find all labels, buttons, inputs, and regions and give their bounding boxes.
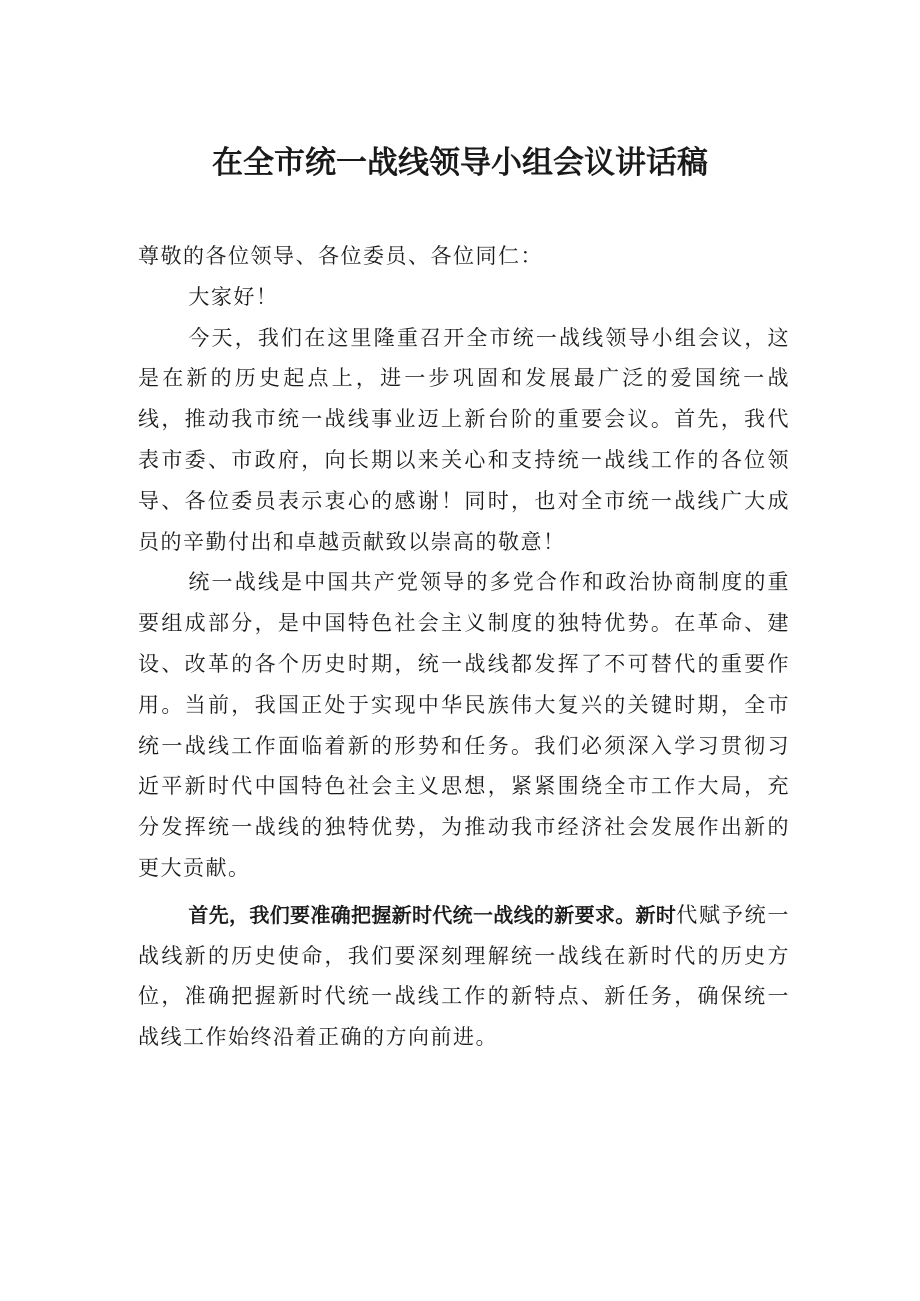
salutation: 尊敬的各位领导、各位委员、各位同仁： <box>138 244 543 268</box>
paragraph-first-point <box>138 895 790 1058</box>
greeting: 大家好！ <box>188 284 279 309</box>
document-title: 在全市统一战线领导小组会议讲话稿 <box>212 145 708 181</box>
document-body <box>138 236 790 1058</box>
paragraph-opening: 今天，我们在这里隆重召开全市统一战线领导小组会议，这是在新的历史起点上，进一步巩固和发展最广泛的爱国统一战线，推动我市统一战线事业迈上新台阶的重要会议。首先，我代表市委、市政府，向长期以来关心和支持统一战线工作的各位领导、各位委员表示衷心的感谢！同时，也对全市统一战线广大成员的辛勤付出和卓越贡献致以崇高的敬意！ <box>138 325 790 554</box>
first-point-text: 代赋予统一战线新的历史使命，我们要深刻理解统一战线在新时代的历史方位，准确把握新时代统一战线工作的新特点、新任务，确保统一战线工作始终沿着正确的方向前进。 <box>138 902 791 1050</box>
paragraph-united-front: 统一战线是中国共产党领导的多党合作和政治协商制度的重要组成部分，是中国特色社会主义制度的独特优势。在革命、建设、改革的各个历史时期，统一战线都发挥了不可替代的重要作用。当前，我国正处于实现中华民族伟大复兴的关键时期，全市统一战线工作面临着新的形势和任务。我们必须深入学习贯彻习近平新时代中国特色社会主义思想，紧紧围绕全市工作大局，充分发挥统一战线的独特优势，为推动我市经济社会发展作出新的更大贡献。 <box>138 570 790 880</box>
first-point-heading: 首先，我们要准确把握新时代统一战线的新要求。新时 <box>188 902 677 927</box>
